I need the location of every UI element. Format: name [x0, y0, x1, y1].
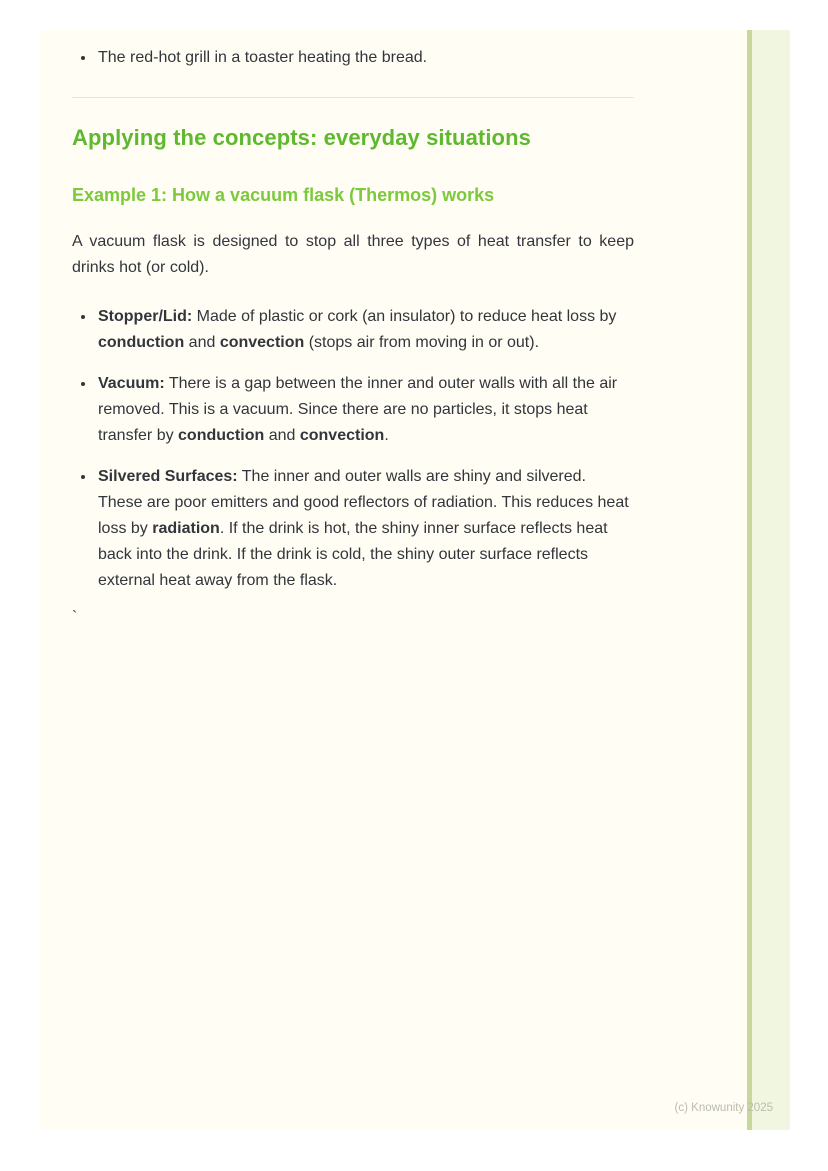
page-accent-band-light	[752, 30, 790, 1130]
flask-features-list	[72, 303, 634, 594]
list-item: • The red-hot grill in a toaster heating the bread.	[96, 44, 634, 71]
page-accent-band-dark	[747, 30, 752, 1130]
page-content	[72, 30, 634, 628]
list-item-vacuum: • Vacuum: There is a gap between the inner and outer walls with all the air removed. This is a vacuum. Since there are no particles, it stops heat transfer by conduction and convection.	[96, 370, 634, 449]
footer-copyright: (c) Knowunity 2025	[674, 1102, 773, 1114]
stray-backtick-character: `	[72, 609, 78, 626]
radiation-examples-list	[72, 44, 634, 71]
example-intro-paragraph: A vacuum flask is designed to stop all three types of heat transfer to keep drinks hot (or cold).	[72, 233, 634, 276]
document-page	[40, 30, 790, 1130]
list-item-silvered-surfaces: • Silvered Surfaces: The inner and outer walls are shiny and silvered. These are poor emitters and good reflectors of radiation. This reduces heat loss by radiation. If the drink is hot, the shiny inner surface reflects heat back into the drink. If the drink is cold, the shiny outer surface reflects external heat away from the flask.	[96, 463, 634, 594]
section-divider	[72, 97, 634, 98]
example-title: Example 1: How a vacuum flask (Thermos) works	[72, 185, 495, 205]
section-title: Applying the concepts: everyday situations	[72, 125, 531, 150]
list-item-stopper: • Stopper/Lid: Made of plastic or cork (an insulator) to reduce heat loss by conduction and convection (stops air from moving in or out).	[96, 303, 634, 356]
